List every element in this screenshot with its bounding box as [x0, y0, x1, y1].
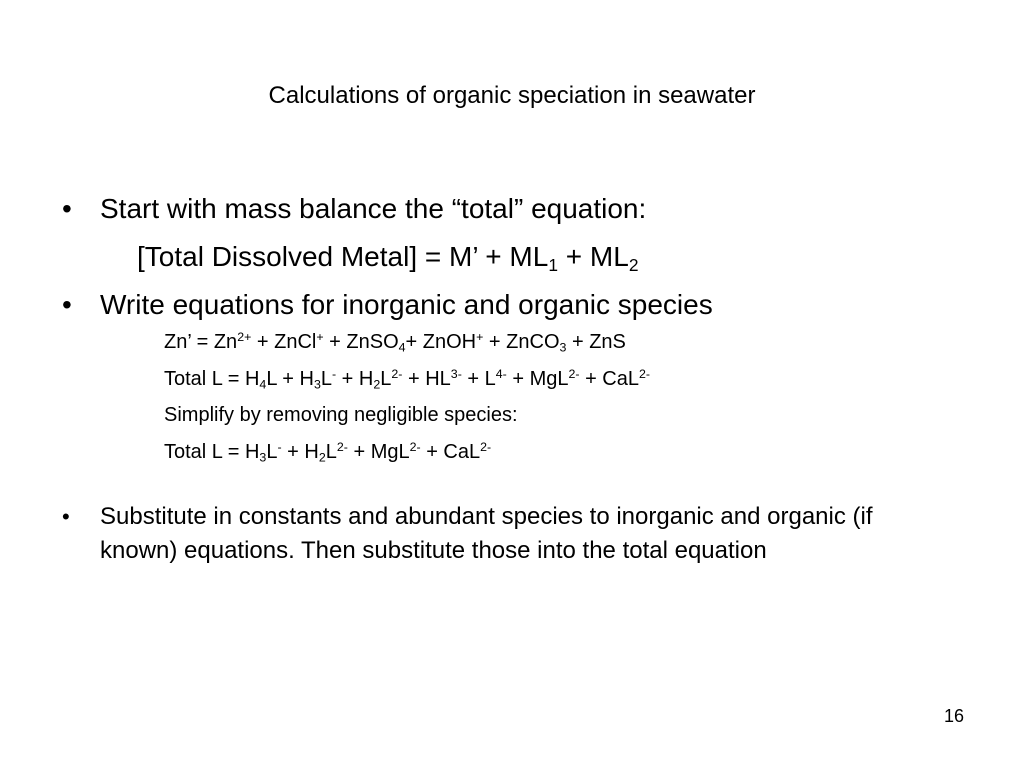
bullet-marker: •: [62, 504, 70, 529]
bullet-marker: •: [62, 289, 72, 320]
bullet-write-equations: Write equations for inorganic and organic species: [100, 289, 713, 320]
bullet-marker: •: [62, 193, 72, 224]
total-metal-equation: [Total Dissolved Metal] = M’ + $ML_1 + ML_2$: [137, 241, 639, 275]
zn-speciation-equation: Zn’ = $Zn^{2+}$ + ZnCl+ + ZnSO$_4$+ ZnOH+ + ZnCO$_3$ + ZnS: [164, 330, 626, 355]
total-ligand-equation-simplified: Total $L = H_3L^- + H_2L^{2-} + MgL^{2-} + CaL^{2-}$: [164, 440, 492, 465]
bullet-substitute-constants: Substitute in constants and abundant species to inorganic and organic (if known) equations. Then substitute those into the total equation: [100, 503, 873, 564]
bullet-start-mass-balance: Start with mass balance the “total” equation:: [100, 193, 647, 224]
simplify-note: Simplify by removing negligible species:: [164, 404, 518, 426]
slide-title: Calculations of organic speciation in seawater: [268, 82, 756, 109]
page-number: 16: [943, 706, 964, 726]
total-ligand-equation-full: Total $L = H_4L + H_3L^- + H_2L^{2-} + HL^{3-} + L^{4-} + MgL^{2-} + CaL^{2-}$: [164, 367, 651, 392]
